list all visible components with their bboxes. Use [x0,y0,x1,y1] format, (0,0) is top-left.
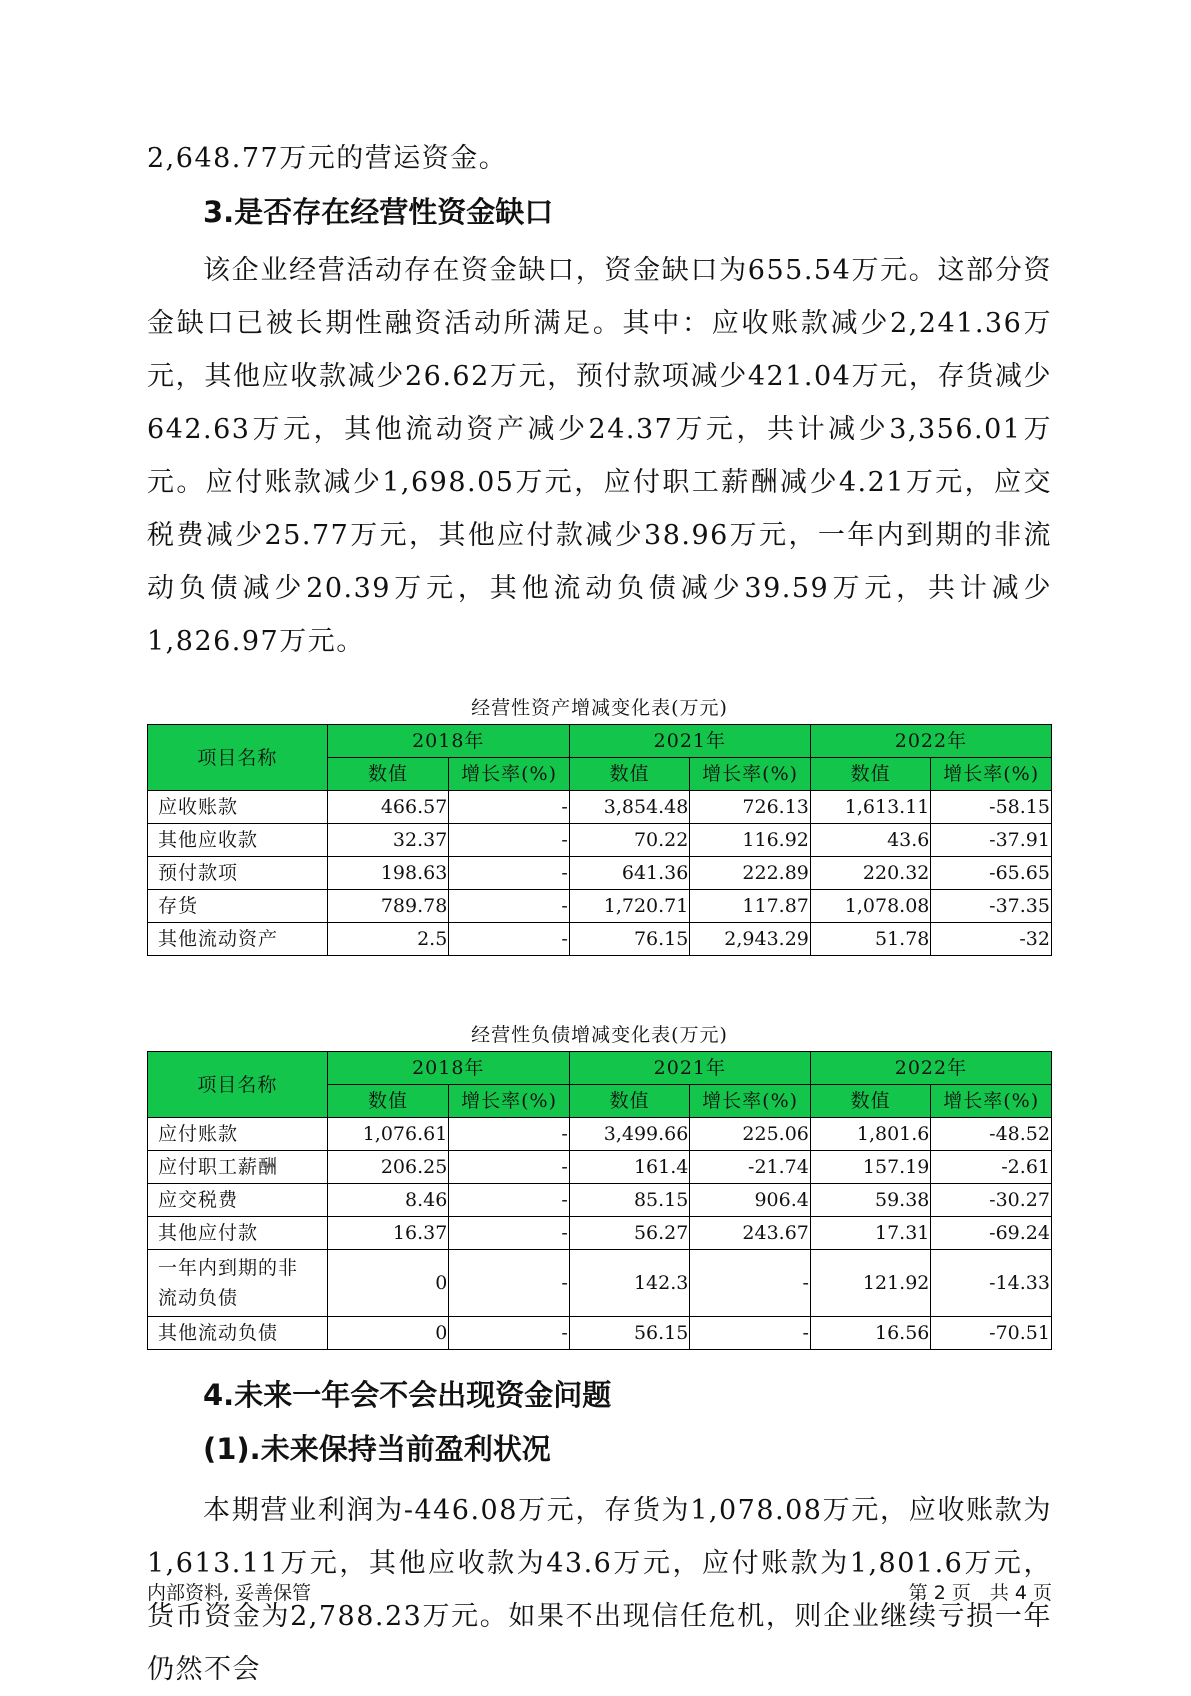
section-4-paragraph: 本期营业利润为-446.08万元，存货为1,078.08万元，应收账款为1,613.11万元，其他应收款为43.6万元，应付账款为1,801.6万元，货币资金为2,788.23万元。如果不出现信任危机，则企业继续亏损一年仍然不会 [147,1495,1052,1685]
liabilities-table-caption: 经营性负债增减变化表(万元) [471,1024,728,1046]
header-row-years [148,1052,1052,1085]
table-cell: 1,078.08 [810,890,931,923]
table-cell: -65.65 [931,857,1052,890]
row-label: 其他流动负债 [148,1317,328,1350]
row-label: 存货 [148,890,328,923]
row-label: 其他应收款 [148,824,328,857]
header-year: 2018年 [327,1052,569,1085]
table-row [148,857,1052,890]
row-label: 一年内到期的非流动负债 [148,1250,328,1317]
liabilities-table-body [148,1052,1052,1350]
header-growth: 增长率(%) [690,758,811,791]
table-cell: -37.91 [931,824,1052,857]
table-cell: - [449,1217,570,1250]
table-cell: 85.15 [569,1184,690,1217]
table-cell: - [449,890,570,923]
table-cell: 206.25 [327,1151,449,1184]
section-3-paragraph: 该企业经营活动存在资金缺口，资金缺口为655.54万元。这部分资金缺口已被长期性融资活动所满足。其中：应收账款减少2,241.36万元，其他应收款减少26.62万元，预付款项减少421.04万元，存货减少642.63万元，其他流动资产减少24.37万元，共计减少3,356.01万元。应付账款减少1,698.05万元，应付职工薪酬减少4.21万元，应交税费减少25.77万元，其他应付款减少38.96万元，一年内到期的非流动负债减少20.39万元，其他流动负债减少39.59万元，共计减少1,826.97万元。 [147,255,1052,657]
table-cell: 0 [327,1317,449,1350]
table-row [148,824,1052,857]
header-growth: 增长率(%) [449,758,570,791]
header-growth: 增长率(%) [931,758,1052,791]
row-label: 其他应付款 [148,1217,328,1250]
footer-confidential-note: 内部资料, 妥善保管 [147,1582,312,1604]
table-cell: 56.27 [569,1217,690,1250]
table-cell: - [690,1317,811,1350]
table-cell: 121.92 [810,1250,931,1317]
intro-line: 2,648.77万元的营运资金。 [147,143,508,174]
table-cell: 16.56 [810,1317,931,1350]
table-cell: 243.67 [690,1217,811,1250]
table-cell: -37.35 [931,890,1052,923]
header-growth: 增长率(%) [931,1085,1052,1118]
table-cell: 76.15 [569,923,690,956]
table-cell: 117.87 [690,890,811,923]
table-cell: 1,613.11 [810,791,931,824]
table-row [148,923,1052,956]
table-cell: - [449,923,570,956]
table-cell: 225.06 [690,1118,811,1151]
table-cell: 198.63 [327,857,449,890]
liabilities-table [147,1051,1052,1350]
section-3-heading: 3.是否存在经营性资金缺口 [203,195,554,229]
table-cell: 1,720.71 [569,890,690,923]
header-item-name: 项目名称 [148,725,328,791]
table-cell: -70.51 [931,1317,1052,1350]
footer-page-number: 第 2 页 共 4 页 [908,1582,1052,1604]
header-item-name: 项目名称 [148,1052,328,1118]
header-year: 2021年 [569,725,810,758]
table-cell: 220.32 [810,857,931,890]
table-cell: 59.38 [810,1184,931,1217]
table-cell: 1,801.6 [810,1118,931,1151]
table-cell: -14.33 [931,1250,1052,1317]
header-year: 2022年 [810,1052,1051,1085]
header-growth: 增长率(%) [690,1085,811,1118]
assets-table [147,724,1052,956]
table-cell: - [449,1317,570,1350]
table-cell: 641.36 [569,857,690,890]
header-year: 2021年 [569,1052,810,1085]
table-cell: - [449,857,570,890]
table-cell: -48.52 [931,1118,1052,1151]
table-row [148,1217,1052,1250]
header-year: 2018年 [327,725,569,758]
header-value: 数值 [569,758,690,791]
table-cell: 789.78 [327,890,449,923]
table-cell: - [449,824,570,857]
header-value: 数值 [327,758,449,791]
table-cell: 906.4 [690,1184,811,1217]
table-cell: - [449,1250,570,1317]
header-value: 数值 [327,1085,449,1118]
document-page [147,0,1052,1696]
row-label: 预付款项 [148,857,328,890]
table-cell: 3,499.66 [569,1118,690,1151]
table-row [148,890,1052,923]
table-cell: 161.4 [569,1151,690,1184]
header-year: 2022年 [810,725,1051,758]
table-cell: 8.46 [327,1184,449,1217]
section-4-heading: 4.未来一年会不会出现资金问题 [203,1378,612,1412]
table-cell: -58.15 [931,791,1052,824]
table-row [148,1317,1052,1350]
row-label: 应付职工薪酬 [148,1151,328,1184]
header-row-years [148,725,1052,758]
section-4-subheading: (1).未来保持当前盈利状况 [203,1432,551,1466]
table-cell: 16.37 [327,1217,449,1250]
table-cell: -21.74 [690,1151,811,1184]
table-cell: 726.13 [690,791,811,824]
assets-table-caption: 经营性资产增减变化表(万元) [471,697,728,719]
table-row [148,1118,1052,1151]
table-cell: 70.22 [569,824,690,857]
table-cell: 1,076.61 [327,1118,449,1151]
table-cell: 56.15 [569,1317,690,1350]
table-cell: 116.92 [690,824,811,857]
table-cell: 142.3 [569,1250,690,1317]
table-row [148,1151,1052,1184]
assets-table-body [148,725,1052,956]
table-cell: 32.37 [327,824,449,857]
row-label: 应付账款 [148,1118,328,1151]
header-value: 数值 [810,758,931,791]
table-row [148,791,1052,824]
table-cell: -2.61 [931,1151,1052,1184]
table-cell: 0 [327,1250,449,1317]
table-cell: 3,854.48 [569,791,690,824]
table-cell: -32 [931,923,1052,956]
row-label: 应收账款 [148,791,328,824]
table-cell: 43.6 [810,824,931,857]
table-cell: 2,943.29 [690,923,811,956]
header-value: 数值 [810,1085,931,1118]
table-cell: 466.57 [327,791,449,824]
header-value: 数值 [569,1085,690,1118]
table-cell: 222.89 [690,857,811,890]
table-cell: 2.5 [327,923,449,956]
table-cell: 17.31 [810,1217,931,1250]
table-cell: - [449,791,570,824]
header-growth: 增长率(%) [449,1085,570,1118]
row-label: 应交税费 [148,1184,328,1217]
table-row [148,1184,1052,1217]
table-cell: -30.27 [931,1184,1052,1217]
table-row [148,1250,1052,1317]
row-label: 其他流动资产 [148,923,328,956]
table-cell: 157.19 [810,1151,931,1184]
table-cell: - [690,1250,811,1317]
table-cell: 51.78 [810,923,931,956]
table-cell: - [449,1151,570,1184]
table-cell: - [449,1184,570,1217]
table-cell: -69.24 [931,1217,1052,1250]
table-cell: - [449,1118,570,1151]
